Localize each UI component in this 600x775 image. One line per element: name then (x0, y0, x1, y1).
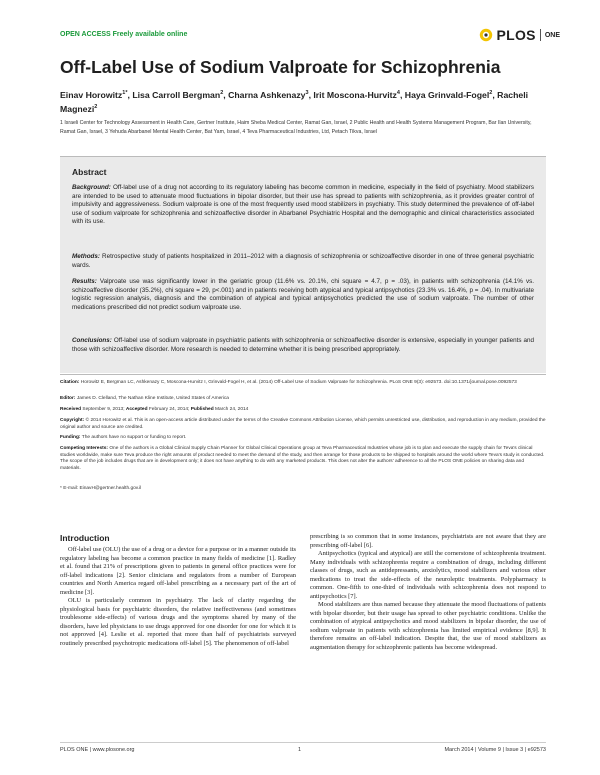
abstract-heading: Abstract (72, 167, 107, 177)
plos-one-text: ONE (544, 31, 560, 39)
background-text: Off-label use of a drug not according to its regulatory labeling has become common in medicine, especially in the field of psychiatry. Mood stabilizers are intended to be used to attenuate mood fluctuations in bipolar disorder, but their use has spread to patients with schizophrenia, as it provides greater control of impulsivity and aggressiveness. Sodium valproate is one of the most frequently used mood stabilizers in psychiatry. This study determined the prevalence of off-label use of sodium valproate for schizophrenia and schizoaffective disorder in Abarbanel Psychiatric Hospital and the demographic and clinical characteristics associated with its use. (72, 184, 534, 226)
author-name[interactable]: Racheli Magnezi (60, 89, 529, 115)
accepted-date: February 24, 2014; (148, 407, 190, 412)
intro-paragraph: prescribing is so common that in some instances, psychiatrists are not aware that they are prescribing off-label [6]. (310, 533, 546, 549)
editor-text: James D. Clelland, The Nathan Kline Institute, United States of America (76, 396, 229, 401)
affiliations: 1 Israeli Center for Technology Assessment in Health Care, Gertner Institute, Haim Sheba Medical Center, Ramat Gan, Israel, 2 Public Health and Health Systems Management Program, Bar Ilan University, Ramat Gan, Israel, 3 Yehuda Abarbanel Mental Health Center, Bat Yam, Israel, 4 Teva Pharmaceutical Industries, Ltd, Petach Tikva, Israel (60, 120, 532, 135)
citation-label: Citation: (60, 380, 80, 385)
received-label: Received (60, 407, 82, 412)
competing-text: One of the authors is a Global Clinical Supply Chain Planner for Global Clinical Operations group at Teva Pharmaceutical Industries whose job is to plan and execute the supply chain for Teva's clinical studies worldwide, make sure Teva produce the right amounts of product needed to meet the demand of the study, and then arrange for those products to be shipped to hospitals around the world where Teva's study is conducted. The scope of the job includes drugs that are in development only; it does not have anything to do with any marketed products. This does not alter the authors' adherence to all the PLOS ONE policies on sharing data and materials. (60, 446, 545, 471)
corresponding-email[interactable]: * E-mail: EinavH@gertner.health.gov.il (60, 486, 142, 491)
results-label: Results: (72, 278, 97, 285)
abstract-background (72, 184, 534, 227)
copyright-text: © 2014 Horowitz et al. This is an open-access article distributed under the terms of the Creative Commons Attribution License, which permits unrestricted use, distribution, and reproduction in any medium, provided the original author and source are credited. (60, 418, 546, 430)
author-name[interactable]: Einav Horowitz (60, 89, 123, 100)
abstract-conclusions (72, 337, 534, 354)
author-affil: 2 (489, 90, 493, 96)
author-affil: 4 (396, 90, 400, 96)
copyright (60, 418, 546, 431)
methods-label: Methods: (72, 253, 100, 260)
author-name[interactable]: Irit Moscona-Hurvitz (313, 89, 397, 100)
methods-text: Retrospective study of patients hospitalized in 2011–2012 with a diagnosis of schizophrenia or schizoaffective disorder in one of three general psychiatric wards. (72, 253, 534, 269)
received-date: September 9, 2013; (82, 407, 125, 412)
intro-paragraph: Mood stabilizers are thus named because they attenuate the mood fluctuations of patients with bipolar disorder, but their usage has spread to other psychiatric conditions. Unlike the combination of atypical antipsychotics and mood stabilizers in bipolar disorder, the use of sodium valproate in patients with schizophrenia has limited empirical evidence [8,9]. It therefore remains an off-label indication. Despite that, the use of mood stabilizers as augmentation therapy for schizophrenic patients has become widespread. (310, 601, 546, 651)
author-affil: 1* (122, 90, 128, 96)
page-number: 1 (298, 747, 302, 753)
editor (60, 396, 546, 403)
abstract-methods (72, 253, 534, 270)
accepted-label: Accepted (125, 407, 148, 412)
logo-divider (540, 29, 541, 41)
plos-one-logo (479, 27, 561, 43)
abstract-divider (60, 374, 546, 375)
footer-journal[interactable]: PLOS ONE | www.plosone.org (60, 747, 135, 753)
funding (60, 435, 546, 442)
author-name[interactable]: Charna Ashkenazy (228, 89, 306, 100)
author-list: Einav Horowitz$^{1*}$, Lisa Carroll Bergman$^2$, Charna Ashkenazy$^3$, Irit Moscona-Hurvitz$^4$, Haya Grinvald-Fogel$^2$, Racheli Magnezi$^2$ (60, 89, 529, 115)
editor-label: Editor: (60, 396, 76, 401)
results-text: Valproate use was significantly lower in the geriatric group (11.6% vs. 20.1%, chi square = 4.7, p = .03), in patients with schizophrenia (14.1% vs. schizoaffective disorder (35.2%), chi square = 29, p<.001) and in patients receiving both atypical and typical antipsychotics (23.3% vs. 16.4%, p = .04). In multivariate logistic regression analysis, diagnosis and the combination of atypical and typical antipsychotics predicted the use of sodium valproate. The number of other medications prescribed did not predict sodium valproate use. (72, 278, 534, 311)
conclusions-label: Conclusions: (72, 337, 112, 344)
article-title: Off-Label Use of Sodium Valproate for Schizophrenia (60, 57, 501, 77)
abstract-box (60, 156, 546, 373)
intro-paragraph: Antipsychotics (typical and atypical) are still the cornerstone of schizophrenia treatment. Many individuals with schizophrenia require a combination of drugs, including different classes of drugs, such as antidepressants, anxiolytics, mood stabilizers and various other medications to treat the side-effects of the neuroleptic treatments. Polypharmacy is common. One-fifth to one-third of individuals with schizophrenia does not respond to antipsychotics [7]. (310, 550, 546, 600)
author-name[interactable]: Lisa Carroll Bergman (132, 89, 221, 100)
background-label: Background: (72, 184, 111, 191)
competing-label: Competing Interests: (60, 446, 108, 451)
intro-left-column (60, 546, 296, 648)
plos-logo-icon (479, 28, 493, 42)
published-date: March 24, 2014 (215, 407, 249, 412)
copyright-label: Copyright: (60, 418, 85, 423)
open-access-label: OPEN ACCESS Freely available online (60, 31, 188, 38)
author-affil: 2 (220, 90, 224, 96)
author-name[interactable]: Haya Grinvald-Fogel (404, 89, 490, 100)
funding-label: Funding: (60, 435, 81, 440)
conclusions-text: Off-label use of sodium valproate in psychiatric patients with schizophrenia or schizoaffective disorder is extensive, especially in younger patients and those with schizoaffective disorder. More research is needed to determine whether it is being prescribed appropriately. (72, 337, 535, 353)
author-affil: 3 (305, 90, 309, 96)
citation-text: Horowitz E, Bergman LC, Ashkenazy C, Moscona-Hurvitz I, Grinvald-Fogel H, et al. (2014) Off-Label Use of Sodium Valproate for Schizophrenia. PLoS ONE 9(3): e92573. doi:10.1371/journal.pone.0092573 (80, 380, 517, 385)
intro-paragraph: Off-label use (OLU) the use of a drug or a device for a purpose or in a manner outside its regulatory labeling has become a common practice in many fields of medicine [1]. Radley et al. found that 21% of prescriptions given to patients in general office practices were for off-label indications [2]. Senior clinicians and regulators from a number of European countries and North America regard off-label prescribing as a necessary part of the art of medicine [3]. (60, 546, 296, 596)
published-label: Published (190, 407, 214, 412)
dates (60, 407, 546, 414)
footer-divider (60, 742, 546, 743)
citation (60, 380, 546, 387)
author-affil: 2 (94, 104, 98, 111)
journal-header (60, 27, 560, 45)
intro-paragraph: OLU is particularly common in psychiatry. The lack of clarity regarding the physiological basis for psychiatric disorders, the relative ineffectiveness (and sometimes troublesome side-effects) of various drugs and the symptoms shared by many of the disorders, have led physicians to use drugs approved for one disorder for one for which it is not approved [4]. Leslie et al. reported that more than half of psychiatrists surveyed routinely prescribed psychotropic medications off-label [5]. The phenomenon of off-label (60, 597, 296, 647)
intro-right-column (310, 533, 546, 652)
footer-issue: March 2014 | Volume 9 | Issue 3 | e92573 (444, 747, 546, 753)
competing-interests (60, 446, 546, 472)
abstract-results (72, 278, 534, 312)
introduction-heading: Introduction (60, 533, 110, 543)
plos-logo-text: PLOS (496, 27, 536, 43)
funding-text: The authors have no support or funding to report. (81, 435, 187, 440)
